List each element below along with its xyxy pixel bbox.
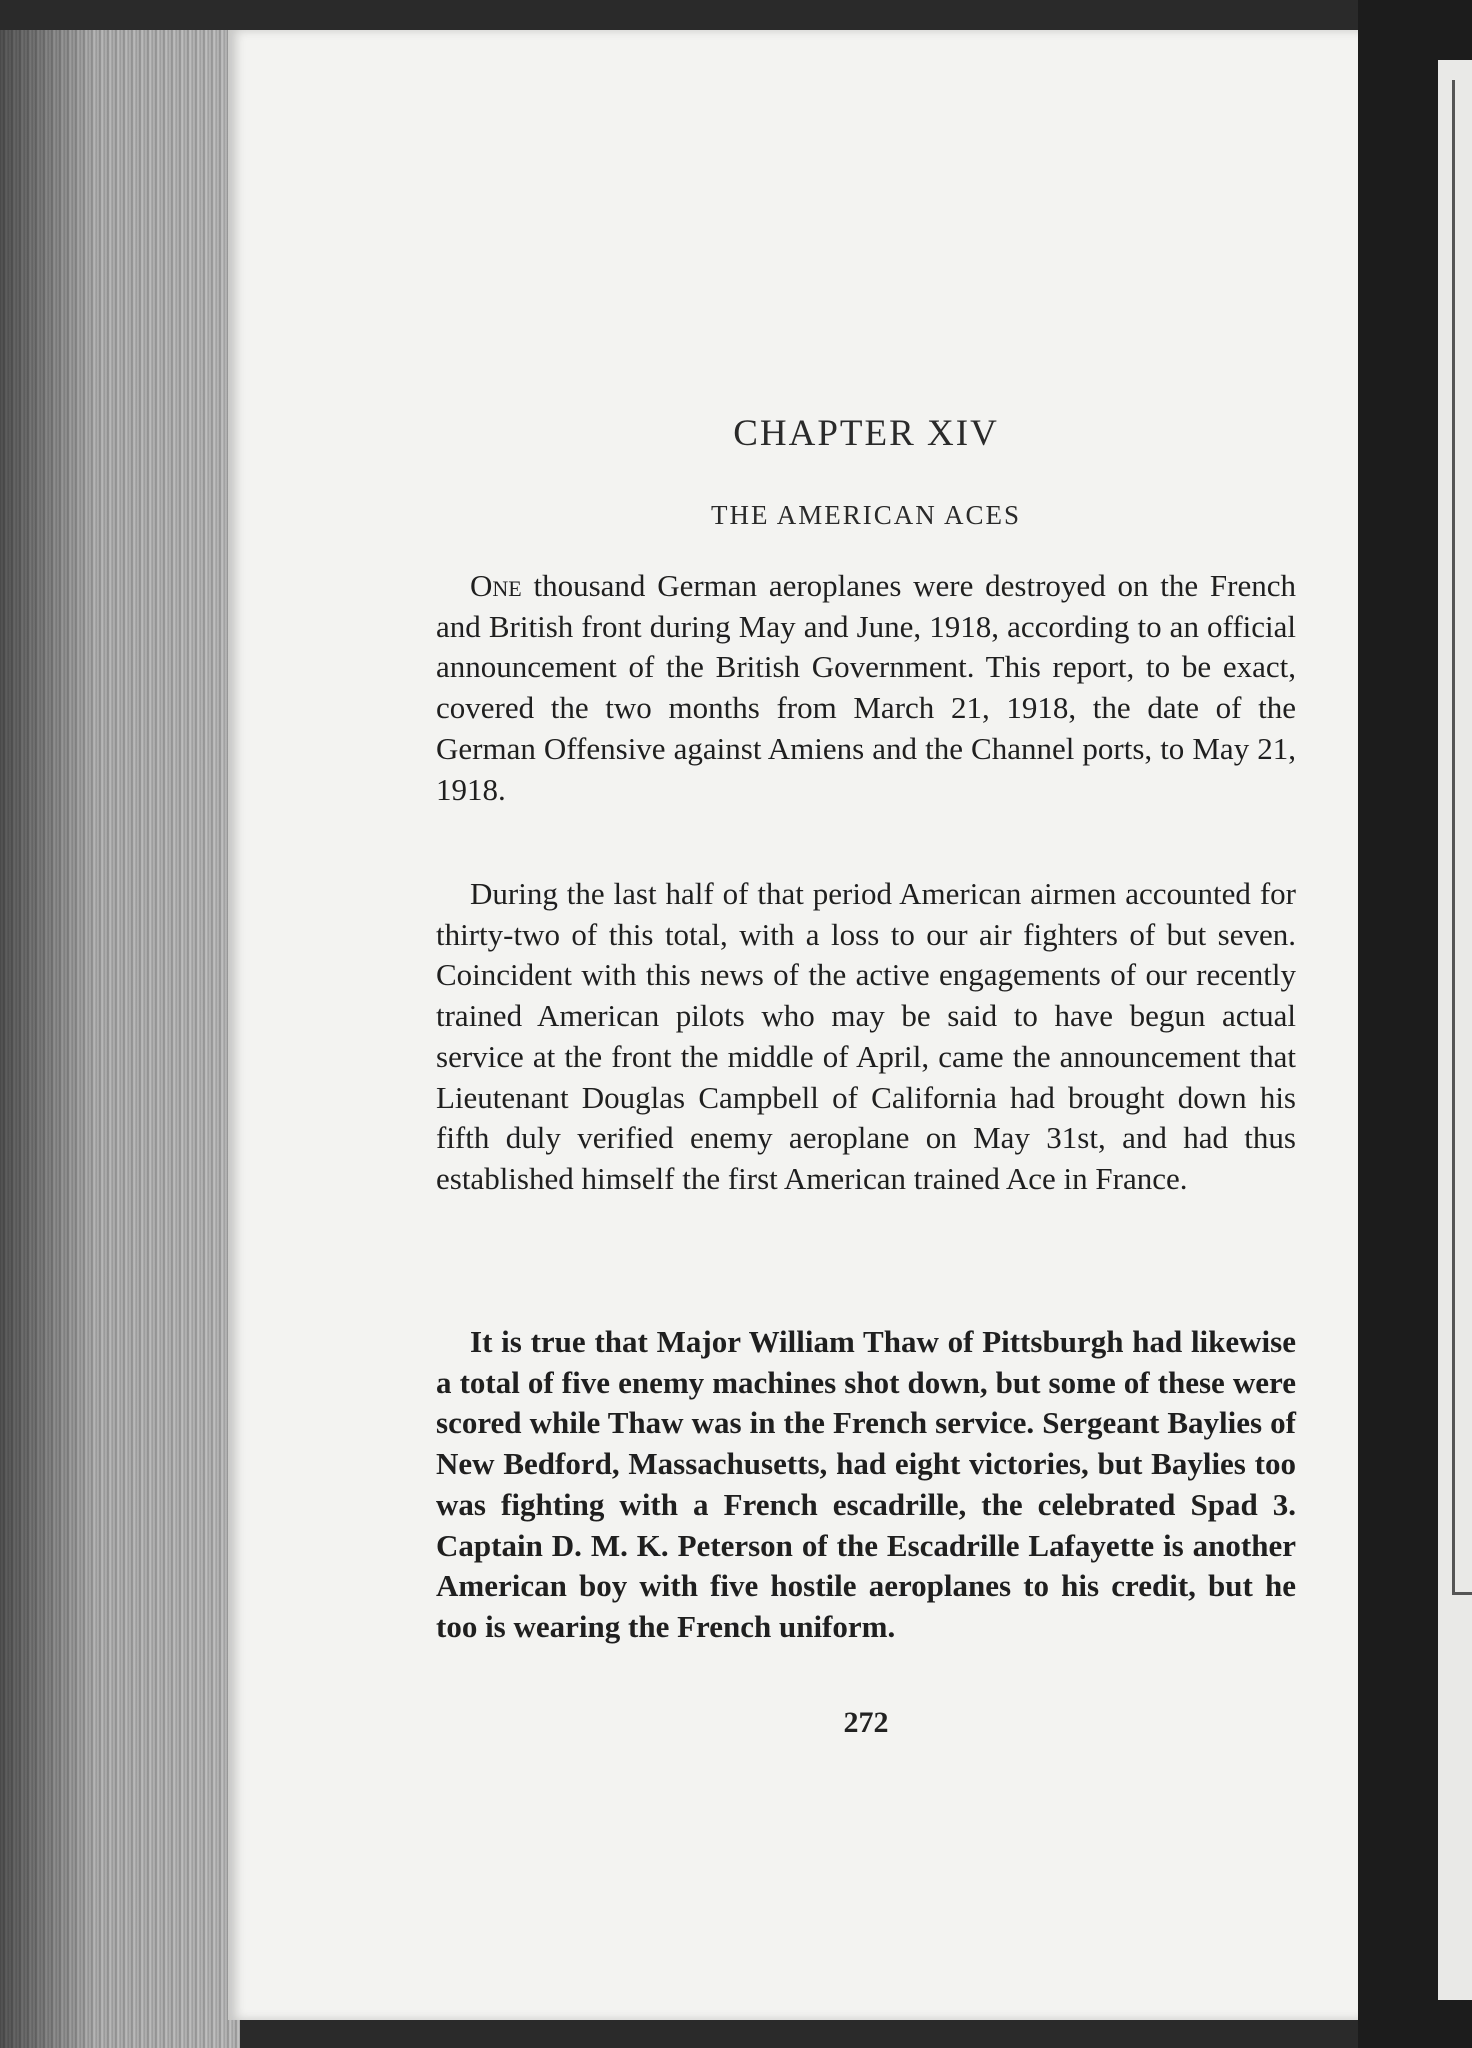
chapter-heading: CHAPTER XIV — [733, 413, 999, 454]
facing-page-border-corner — [1452, 1592, 1472, 1595]
paragraph-1-text: thousand German aeroplanes were destroyed on the French and British front during May and June, 1918, according to an official announcement of the British Government. This report, to be exact, covered the two months from March 21, 1918, the date of the German Offensive against Amiens and the Channel ports, to May 21, 1918. — [436, 568, 1296, 807]
paragraph-1-lead: One — [470, 568, 522, 603]
chapter-title: THE AMERICAN ACES — [710, 500, 1022, 530]
paragraph-1 — [436, 566, 1296, 810]
paragraph-2 — [436, 874, 1296, 1200]
paragraph-3 — [436, 1322, 1296, 1648]
paragraph-3-text: It is true that Major William Thaw of Pittsburgh had likewise a total of five enemy machines shot down, but some of these were scored while Thaw was in the French service. Sergeant Baylies of New Bedford, Massachusetts, had eight victories, but Baylies too was fighting with a French escadrille, the celebrated Spad 3. Captain D. M. K. Peterson of the Escadrille Lafayette is another American boy with five hostile aeroplanes to his credit, but he too is wearing the French uniform. — [436, 1324, 1296, 1644]
paragraph-2-text: During the last half of that period American airmen accounted for thirty-two of this total, with a loss to our air fighters of but seven. Coincident with this news of the active engagements of our recently trained American pilots who may be said to have begun actual service at the front the middle of April, came the announcement that Lieutenant Douglas Campbell of California had brought down his fifth duly verified enemy aeroplane on May 31st, and had thus established himself the first American trained Ace in France. — [436, 876, 1296, 1196]
page-edges-shadow — [0, 30, 240, 2048]
page-number: 272 — [843, 1706, 889, 1739]
facing-page-border-line — [1452, 80, 1455, 1595]
facing-page-edge — [1438, 60, 1472, 2000]
